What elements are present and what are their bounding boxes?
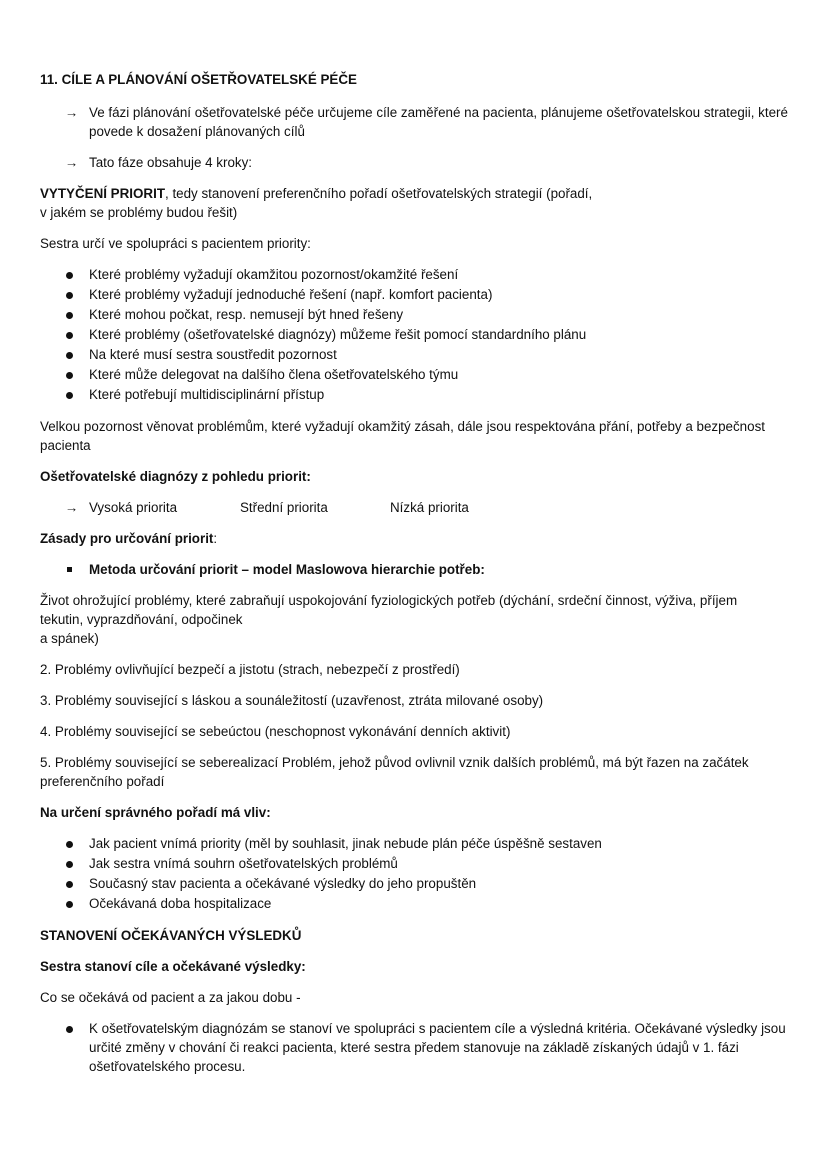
list-item-text: Které problémy vyžadují okamžitou pozornost/okamžité řešení [89, 267, 459, 282]
list-item-text: Které problémy (ošetřovatelské diagnózy) můžeme řešit pomocí standardního plánu [89, 327, 587, 342]
arrow-icon: → [65, 500, 79, 515]
list-item-text: Které problémy vyžadují jednoduché řešení (např. komfort pacienta) [89, 287, 493, 302]
life-line-3: a spánek) [40, 631, 99, 646]
expected-results-heading [40, 926, 788, 945]
bullet-icon [66, 392, 73, 399]
numbered-item: 2. Problémy ovlivňující bezpečí a jistotu (strach, nebezpečí z prostředí) [40, 662, 460, 677]
list-item [40, 305, 788, 325]
priority-lead [40, 184, 788, 222]
diagnoses-heading [40, 467, 788, 486]
list-item [40, 325, 788, 345]
bullet-icon [66, 861, 73, 868]
priority-level-low: Nízká priorita [390, 500, 469, 515]
list-item [40, 365, 788, 385]
list-item [40, 894, 788, 914]
list-item [40, 854, 788, 874]
numbered-item: 3. Problémy související s láskou a sounáležitostí (uzavřenost, ztráta milované osoby) [40, 693, 544, 708]
list-item [40, 345, 788, 365]
life-threatening-paragraph [40, 591, 788, 648]
expected-bullets [40, 1019, 788, 1076]
bullet-icon [66, 312, 73, 319]
intro-item [40, 153, 788, 172]
list-item-text: Které potřebují multidisciplinární přístup [89, 387, 325, 402]
life-line-2: tekutin, vyprazdňování, odpočinek [40, 612, 243, 627]
list-item-text: Současný stav pacienta a očekávané výsledky do jeho propuštěn [89, 876, 477, 891]
maslow-method [40, 560, 788, 579]
principles-heading [40, 529, 788, 548]
list-item-text: K ošetřovatelským diagnózám se stanoví ve spolupráci s pacientem cíle a výsledná kritéria. Očekávané výsledky jsou určité změny v chování či reakci pacienta, které sestra předem stanovuje na základě získaných údajů v 1. fázi ošetřovatelského procesu. [89, 1021, 786, 1074]
arrow-icon: → [65, 155, 79, 170]
list-item [40, 834, 788, 854]
priority-bullets [40, 265, 788, 405]
order-heading-text: Na určení správného pořadí má vliv: [40, 805, 271, 820]
intro-item-text: Tato fáze obsahuje 4 kroky: [89, 155, 253, 170]
bullet-icon [66, 332, 73, 339]
principles-heading-text: Zásady pro určování priorit [40, 531, 214, 546]
list-item-text: Které může delegovat na dalšího člena ošetřovatelského týmu [89, 367, 459, 382]
list-item [40, 265, 788, 285]
maslow-method-text: Metoda určování priorit – model Maslowova hierarchie potřeb: [89, 562, 485, 577]
list-item [40, 285, 788, 305]
expected-question: Co se očekává od pacient a za jakou dobu - [40, 990, 301, 1005]
priority-lead-bold: VYTYČENÍ PRIORIT [40, 186, 165, 201]
priority-level-high: Vysoká priorita [89, 500, 178, 515]
order-heading [40, 803, 788, 822]
list-item-text: Jak sestra vnímá souhrn ošetřovatelských problémů [89, 856, 398, 871]
intro-item-text: Ve fázi plánování ošetřovatelské péče určujeme cíle zaměřené na pacienta, plánujeme ošetřovatelskou strategii, které povede k dosažení plánovaných cílů [89, 105, 788, 139]
priority-level-medium: Střední priorita [240, 500, 328, 515]
numbered-item: 5. Problémy související se seberealizací Problém, jehož původ ovlivnil vznik dalších problémů, má být řazen na začátek preferenčního pořadí [40, 755, 749, 789]
order-bullets [40, 834, 788, 914]
bullet-icon [66, 1026, 73, 1033]
chapter-title: 11. CÍLE A PLÁNOVÁNÍ OŠETŘOVATELSKÉ PÉČE [40, 72, 357, 87]
list-item-text: Očekávaná doba hospitalizace [89, 896, 272, 911]
principles-heading-suffix: : [213, 531, 218, 546]
nurse-intro: Sestra určí ve spolupráci s pacientem priority: [40, 236, 311, 251]
bullet-icon [66, 292, 73, 299]
bullet-icon [66, 901, 73, 908]
list-item [40, 874, 788, 894]
list-item-text: Jak pacient vnímá priority (měl by souhlasit, jinak nebude plán péče úspěšně sestaven [89, 836, 602, 851]
expected-results-subheading-text: Sestra stanoví cíle a očekávané výsledky: [40, 959, 306, 974]
priority-lead-rest-1: , tedy stanovení preferenčního pořadí ošetřovatelských strategií (pořadí, [165, 186, 593, 201]
bullet-icon [66, 841, 73, 848]
bullet-icon [66, 372, 73, 379]
priority-lead-rest-2: v jakém se problémy budou řešit) [40, 205, 238, 220]
square-bullet-icon [67, 567, 72, 572]
bullet-icon [66, 881, 73, 888]
bullet-icon [66, 352, 73, 359]
intro-item [40, 103, 788, 141]
list-item-text: Na které musí sestra soustředit pozornost [89, 347, 337, 362]
list-item-text: Které mohou počkat, resp. nemusejí být hned řešeny [89, 307, 404, 322]
diagnoses-heading-text: Ošetřovatelské diagnózy z pohledu priorit: [40, 469, 311, 484]
expected-results-subheading [40, 957, 788, 976]
arrow-icon: → [65, 105, 79, 120]
bullet-icon [66, 272, 73, 279]
attention-paragraph: Velkou pozornost věnovat problémům, které vyžadují okamžitý zásah, dále jsou respektována přání, potřeby a bezpečnost pacienta [40, 419, 765, 453]
life-line-1: Život ohrožující problémy, které zabraňují uspokojování fyziologických potřeb (dýchání, srdeční činnost, výživa, příjem [40, 593, 738, 608]
priority-levels-row [40, 498, 788, 517]
list-item [40, 1019, 788, 1076]
expected-results-heading-text: STANOVENÍ OČEKÁVANÝCH VÝSLEDKŮ [40, 928, 302, 943]
list-item [40, 385, 788, 405]
numbered-item: 4. Problémy související se sebeúctou (neschopnost vykonávání denních aktivit) [40, 724, 511, 739]
